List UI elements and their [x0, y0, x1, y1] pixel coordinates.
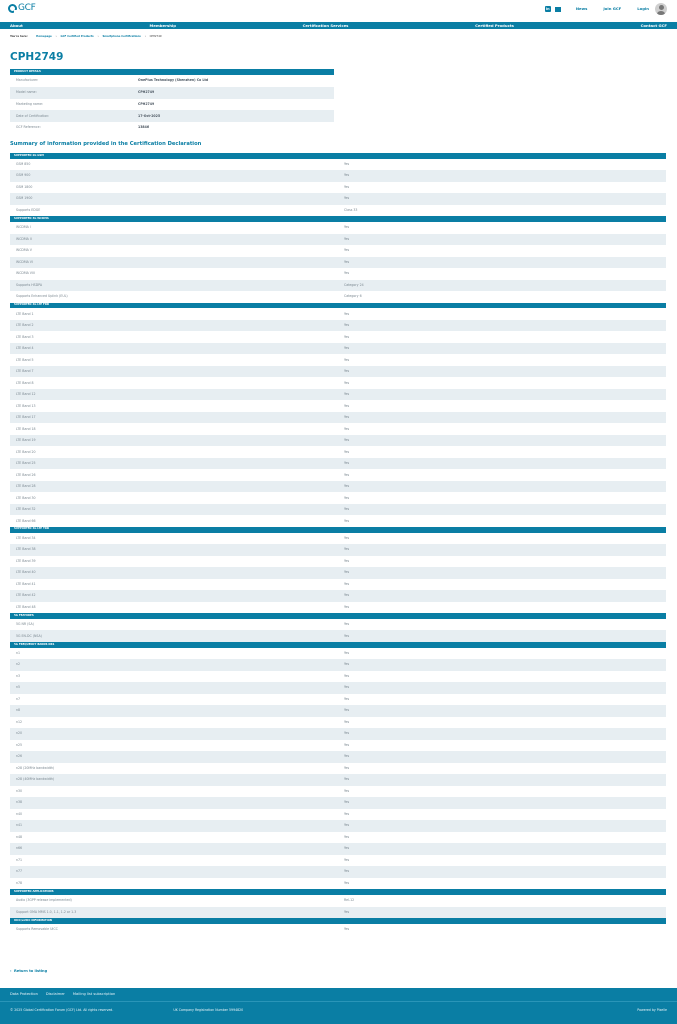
- row-label: WCDMA I: [16, 225, 31, 230]
- table-row: [10, 423, 666, 435]
- row-label: n7: [16, 696, 21, 701]
- row-label: LTE Band 66: [16, 518, 36, 523]
- summary-heading: Summary of information provided in the Certification Declaration: [10, 141, 202, 147]
- row-label: n48: [16, 834, 23, 839]
- spec-section: [10, 153, 666, 216]
- spec-section: [10, 613, 666, 642]
- row-label: LTE Band 18: [16, 426, 36, 431]
- row-value: Yes: [344, 593, 350, 598]
- product-key: GCF Reference:: [16, 125, 41, 130]
- spec-section: [10, 889, 666, 918]
- spec-section: [10, 216, 666, 302]
- row-label: Supports Enhanced Uplink (EUL): [16, 294, 68, 299]
- row-value: Yes: [344, 581, 350, 586]
- row-label: n12: [16, 719, 23, 724]
- row-value: Yes: [344, 685, 350, 690]
- section-header: SUPPORTED 4G LTE TDD: [10, 527, 666, 533]
- row-value: Yes: [344, 622, 350, 627]
- table-row: [10, 556, 666, 568]
- row-label: LTE Band 13: [16, 403, 36, 408]
- logo-text: GCF: [18, 3, 36, 13]
- row-label: LTE Band 34: [16, 535, 36, 540]
- row-value: Yes: [344, 334, 350, 339]
- table-row: [10, 820, 666, 832]
- table-row: [10, 579, 666, 591]
- table-row: [10, 469, 666, 481]
- table-row: [10, 924, 666, 936]
- table-row: [10, 797, 666, 809]
- table-row: [10, 659, 666, 671]
- product-value: OnePlus Technology (Shenzhen) Co Ltd: [138, 78, 209, 83]
- nav-certified-products[interactable]: Certified Products: [475, 22, 514, 28]
- row-label: n71: [16, 857, 23, 862]
- spec-section: [10, 918, 666, 935]
- product-value: CPH2749: [138, 101, 155, 106]
- row-label: Supports Removable UICC: [16, 927, 58, 932]
- row-value: Yes: [344, 869, 350, 874]
- table-row: [10, 843, 666, 855]
- row-label: n77: [16, 869, 23, 874]
- row-value: Yes: [344, 248, 350, 253]
- row-value: Yes: [344, 236, 350, 241]
- join-gcf-link[interactable]: Join GCF: [603, 6, 622, 12]
- return-to-listing-link[interactable]: [10, 970, 47, 974]
- row-value: Yes: [344, 880, 350, 885]
- section-header: 5G FREQUENCY BANDS NR1: [10, 642, 666, 648]
- mail-icon[interactable]: [555, 7, 561, 12]
- table-row: [10, 234, 666, 246]
- row-value: Yes: [344, 271, 350, 276]
- login-link[interactable]: Login: [637, 6, 649, 12]
- product-value: 13846: [138, 125, 150, 130]
- row-value: Yes: [344, 518, 350, 523]
- table-row: [10, 291, 666, 303]
- row-value: Yes: [344, 800, 350, 805]
- row-value: Yes: [344, 472, 350, 477]
- row-value: Yes: [344, 403, 350, 408]
- nav-certification-services[interactable]: Certification Services: [302, 22, 349, 28]
- row-value: Yes: [344, 392, 350, 397]
- row-value: Category 24: [344, 282, 364, 287]
- table-row: [10, 832, 666, 844]
- row-label: LTE Band 39: [16, 558, 36, 563]
- row-value: Yes: [344, 857, 350, 862]
- table-row: [10, 308, 666, 320]
- table-row: [10, 389, 666, 401]
- section-header: UICC/eUICC INFORMATION: [10, 918, 666, 924]
- table-row: [10, 866, 666, 878]
- row-value: Yes: [344, 731, 350, 736]
- return-link-label: Return to listing: [14, 969, 48, 973]
- table-row: [10, 786, 666, 798]
- table-row: [10, 268, 666, 280]
- row-label: LTE Band 7: [16, 369, 34, 374]
- product-value: CPH2749: [138, 90, 155, 95]
- spec-section: [10, 642, 666, 889]
- nav-about[interactable]: About: [10, 22, 23, 28]
- row-value: Yes: [344, 259, 350, 264]
- row-label: n78: [16, 880, 23, 885]
- row-label: GSM 850: [16, 161, 31, 166]
- table-row: [10, 193, 666, 205]
- row-label: LTE Band 42: [16, 593, 36, 598]
- logo-mark-icon: [8, 4, 17, 13]
- row-value: Yes: [344, 449, 350, 454]
- row-value: Yes: [344, 823, 350, 828]
- table-row: [10, 567, 666, 579]
- row-value: Yes: [344, 184, 350, 189]
- row-label: WCDMA II: [16, 236, 32, 241]
- section-header: 5G FEATURES: [10, 613, 666, 619]
- row-value: Category 6: [344, 294, 362, 299]
- row-value: Yes: [344, 173, 350, 178]
- row-value: Yes: [344, 650, 350, 655]
- table-row: [10, 740, 666, 752]
- table-row: [10, 682, 666, 694]
- table-row: [10, 481, 666, 493]
- table-row: [10, 320, 666, 332]
- row-value: Yes: [344, 484, 350, 489]
- table-row: [10, 245, 666, 257]
- row-value: Yes: [344, 438, 350, 443]
- row-value: Class 33: [344, 207, 358, 212]
- row-label: LTE Band 30: [16, 495, 36, 500]
- row-label: LTE Band 4: [16, 346, 34, 351]
- row-label: n26: [16, 754, 23, 759]
- footer-powered-by[interactable]: Powered by Pixelle: [637, 1008, 667, 1012]
- row-label: Supports EDGE: [16, 207, 41, 212]
- top-bar: [0, 0, 677, 20]
- table-row: [10, 671, 666, 683]
- table-row: [10, 648, 666, 660]
- row-label: n25: [16, 742, 23, 747]
- product-row: [10, 122, 334, 134]
- row-value: Yes: [344, 696, 350, 701]
- table-row: [10, 412, 666, 424]
- row-value: Yes: [344, 633, 350, 638]
- table-row: [10, 590, 666, 602]
- row-label: Supports HSDPA: [16, 282, 43, 287]
- table-row: [10, 694, 666, 706]
- avatar-icon[interactable]: [655, 3, 667, 15]
- table-row: [10, 492, 666, 504]
- row-label: LTE Band 17: [16, 415, 36, 420]
- table-row: [10, 446, 666, 458]
- row-value: Yes: [344, 754, 350, 759]
- row-label: n8: [16, 708, 21, 713]
- row-label: LTE Band 5: [16, 357, 34, 362]
- row-label: LTE Band 8: [16, 380, 34, 385]
- breadcrumb-certified-products[interactable]: GCF Certified Products: [60, 35, 94, 38]
- section-header: SUPPORTED 3G WCDMA: [10, 216, 666, 222]
- row-value: Yes: [344, 662, 350, 667]
- row-label: LTE Band 2: [16, 323, 34, 328]
- table-row: [10, 907, 666, 919]
- row-value: Rel-12: [344, 898, 355, 903]
- row-value: Yes: [344, 547, 350, 552]
- product-key: Marketing name:: [16, 101, 44, 106]
- row-label: LTE Band 32: [16, 507, 36, 512]
- row-label: LTE Band 40: [16, 570, 36, 575]
- row-value: Yes: [344, 719, 350, 724]
- row-label: n41: [16, 823, 23, 828]
- row-value: Yes: [344, 495, 350, 500]
- breadcrumb: You're here: Homepage › GCF Certified Products › Smartphone Certifications › CPH2749: [10, 35, 162, 38]
- chevron-left-icon: ‹: [10, 969, 12, 973]
- row-value: Yes: [344, 846, 350, 851]
- breadcrumb-smartphone-certifications[interactable]: Smartphone Certifications: [102, 35, 141, 38]
- news-link[interactable]: News: [575, 6, 588, 12]
- main-nav: [0, 22, 677, 29]
- product-row: [10, 75, 334, 87]
- row-value: Yes: [344, 927, 350, 932]
- row-value: Yes: [344, 777, 350, 782]
- row-label: n66: [16, 846, 23, 851]
- product-row: [10, 110, 334, 122]
- row-label: LTE Band 41: [16, 581, 36, 586]
- table-row: [10, 602, 666, 614]
- row-label: LTE Band 25: [16, 461, 36, 466]
- row-value: Yes: [344, 811, 350, 816]
- section-header: SUPPORTED APPLICATIONS: [10, 889, 666, 895]
- product-details-table: [10, 69, 334, 134]
- row-value: Yes: [344, 673, 350, 678]
- footer-divider: [0, 1001, 677, 1002]
- table-row: [10, 205, 666, 217]
- table-row: [10, 257, 666, 269]
- table-row: [10, 170, 666, 182]
- section-header: SUPPORTED 4G LTE FDD: [10, 303, 666, 309]
- footer-mailing-list[interactable]: Mailing list subscription: [72, 992, 116, 996]
- row-label: LTE Band 20: [16, 449, 36, 454]
- row-label: n38: [16, 800, 23, 805]
- row-label: 5G EN-DC (NSA): [16, 633, 42, 638]
- table-row: [10, 343, 666, 355]
- product-key: Manufacturer:: [16, 78, 39, 83]
- row-label: WCDMA VI: [16, 259, 33, 264]
- row-label: WCDMA V: [16, 248, 32, 253]
- footer-disclaimer[interactable]: Disclaimer: [45, 992, 65, 996]
- linkedin-icon[interactable]: in: [545, 7, 550, 11]
- footer: [0, 988, 677, 1024]
- product-row: [10, 87, 334, 99]
- nav-membership[interactable]: Membership: [149, 22, 176, 28]
- table-row: [10, 435, 666, 447]
- page-title: CPH2749: [10, 51, 64, 63]
- row-value: Yes: [344, 570, 350, 575]
- row-label: GSM 1800: [16, 184, 33, 189]
- row-value: Yes: [344, 426, 350, 431]
- table-row: [10, 182, 666, 194]
- table-row: [10, 504, 666, 516]
- row-value: Yes: [344, 765, 350, 770]
- footer-data-protection[interactable]: Data Protection: [10, 992, 38, 996]
- row-value: Yes: [344, 558, 350, 563]
- table-row: [10, 159, 666, 171]
- row-label: LTE Band 48: [16, 604, 36, 609]
- row-label: GSM 1900: [16, 196, 33, 201]
- table-row: [10, 895, 666, 907]
- table-row: [10, 458, 666, 470]
- row-value: Yes: [344, 346, 350, 351]
- row-label: n3: [16, 673, 21, 678]
- section-header: SUPPORTED 2G GSM: [10, 153, 666, 159]
- row-value: Yes: [344, 161, 350, 166]
- product-value: 17-Oct-2025: [138, 113, 161, 118]
- row-label: LTE Band 28: [16, 484, 36, 489]
- row-value: Yes: [344, 788, 350, 793]
- row-label: n28 (20MHz bandwidth): [16, 765, 55, 770]
- table-row: [10, 400, 666, 412]
- product-details-header: PRODUCT DETAILS: [10, 69, 334, 75]
- table-row: [10, 717, 666, 729]
- row-label: LTE Band 1: [16, 311, 34, 316]
- nav-contact-gcf[interactable]: Contact GCF: [640, 22, 667, 28]
- table-row: [10, 763, 666, 775]
- row-value: Yes: [344, 369, 350, 374]
- row-value: Yes: [344, 535, 350, 540]
- table-row: [10, 728, 666, 740]
- table-row: [10, 619, 666, 631]
- row-label: n28 (40MHz bandwidth): [16, 777, 55, 782]
- breadcrumb-prefix: You're here:: [10, 35, 28, 38]
- row-value: Yes: [344, 323, 350, 328]
- row-label: n40: [16, 811, 23, 816]
- table-row: [10, 705, 666, 717]
- footer-company-number: UK Company Registration Number 5994820: [173, 1008, 244, 1012]
- row-label: Support OMA MMS 1.0, 1.1, 1.2 or 1.3: [16, 909, 77, 914]
- row-label: n20: [16, 731, 23, 736]
- row-label: n30: [16, 788, 23, 793]
- table-row: [10, 377, 666, 389]
- table-row: [10, 751, 666, 763]
- table-row: [10, 809, 666, 821]
- table-row: [10, 878, 666, 890]
- row-label: n2: [16, 662, 21, 667]
- row-label: GSM 900: [16, 173, 31, 178]
- spec-section: [10, 527, 666, 613]
- row-label: n5: [16, 685, 21, 690]
- product-details-rows: [10, 75, 334, 134]
- table-row: [10, 774, 666, 786]
- table-row: [10, 855, 666, 867]
- row-value: Yes: [344, 380, 350, 385]
- footer-copyright: © 2025 Global Certification Forum (GCF) Ltd. All rights reserved.: [10, 1008, 114, 1012]
- row-value: Yes: [344, 604, 350, 609]
- row-value: Yes: [344, 507, 350, 512]
- row-value: Yes: [344, 708, 350, 713]
- row-label: Audio (3GPP release implemented): [16, 898, 72, 903]
- row-value: Yes: [344, 225, 350, 230]
- breadcrumb-current: CPH2749: [149, 35, 162, 38]
- table-row: [10, 533, 666, 545]
- certification-details-table: [10, 153, 666, 935]
- table-row: [10, 366, 666, 378]
- row-value: Yes: [344, 311, 350, 316]
- row-label: LTE Band 26: [16, 472, 36, 477]
- table-row: [10, 331, 666, 343]
- table-row: [10, 515, 666, 527]
- table-row: [10, 630, 666, 642]
- row-value: Yes: [344, 909, 350, 914]
- row-label: WCDMA VIII: [16, 271, 35, 276]
- table-row: [10, 544, 666, 556]
- gcf-logo[interactable]: [8, 4, 36, 13]
- breadcrumb-homepage[interactable]: Homepage: [36, 35, 52, 38]
- row-label: n1: [16, 650, 21, 655]
- row-label: LTE Band 38: [16, 547, 36, 552]
- row-label: LTE Band 12: [16, 392, 36, 397]
- table-row: [10, 222, 666, 234]
- row-value: Yes: [344, 834, 350, 839]
- row-value: Yes: [344, 357, 350, 362]
- row-label: 5G NR (SA): [16, 622, 34, 627]
- product-key: Date of Certification:: [16, 113, 50, 118]
- row-label: LTE Band 19: [16, 438, 36, 443]
- table-row: [10, 280, 666, 292]
- table-row: [10, 354, 666, 366]
- row-value: Yes: [344, 461, 350, 466]
- spec-section: [10, 303, 666, 527]
- row-value: Yes: [344, 742, 350, 747]
- row-value: Yes: [344, 415, 350, 420]
- product-key: Model name:: [16, 90, 37, 95]
- product-row: [10, 99, 334, 111]
- row-value: Yes: [344, 196, 350, 201]
- row-label: LTE Band 3: [16, 334, 34, 339]
